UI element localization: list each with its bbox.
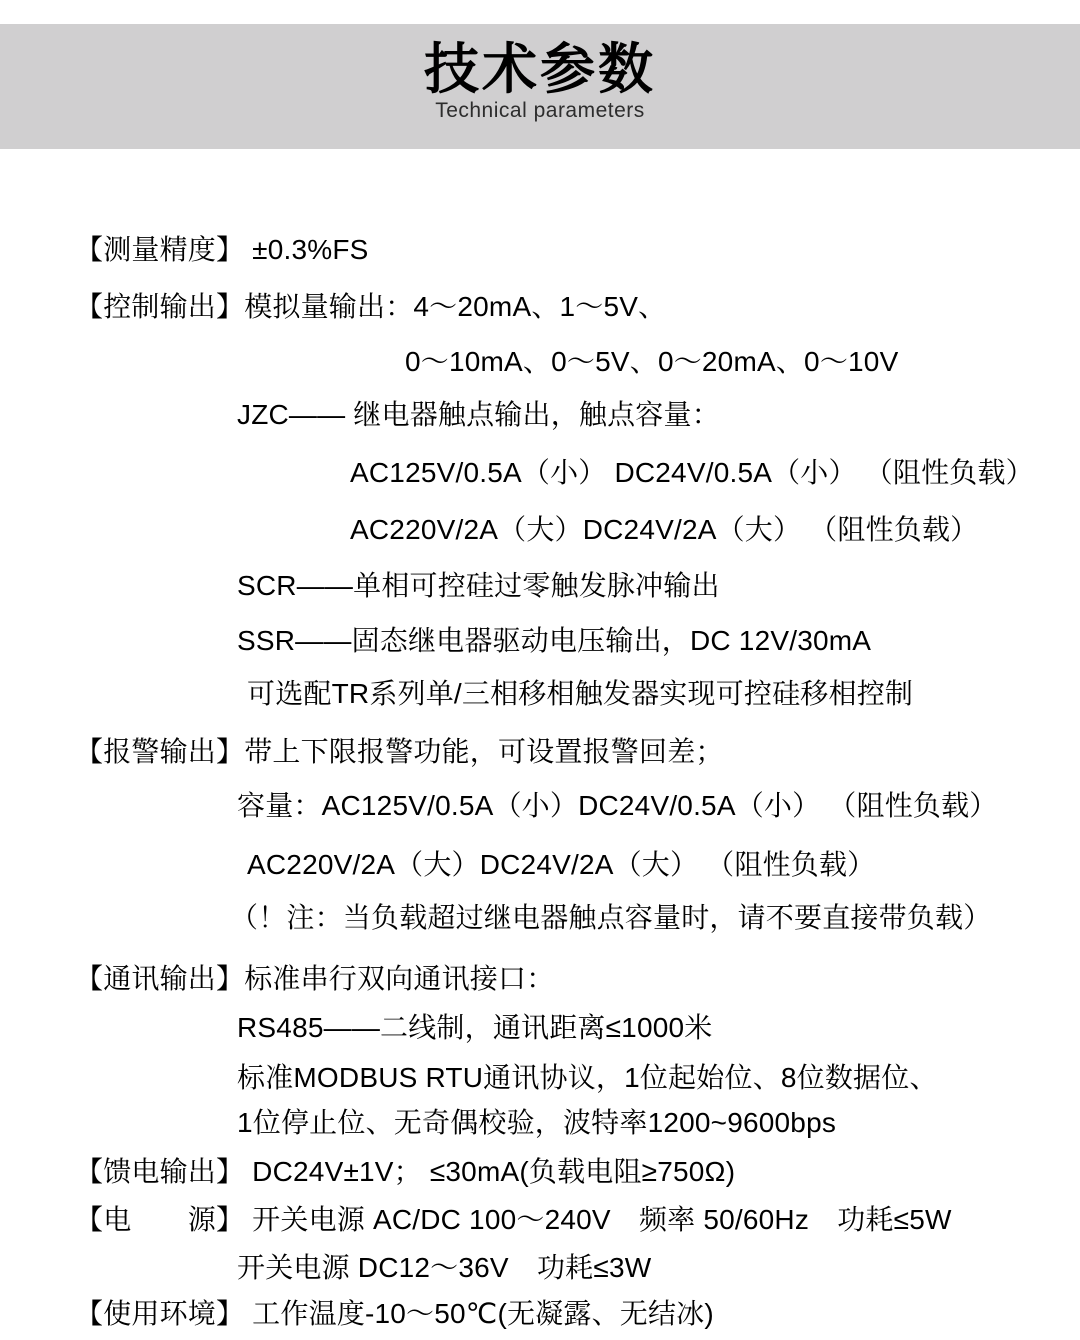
- page-subtitle: Technical parameters: [435, 99, 645, 122]
- spec-line-jzc-relay: JZC—— 继电器触点输出，触点容量：: [237, 399, 720, 430]
- spec-line-modbus: 标准MODBUS RTU通讯协议，1位起始位、8位数据位、: [237, 1062, 938, 1093]
- spec-line-alarm-capacity-small: 容量：AC125V/0.5A（小）DC24V/0.5A（小） （阻性负载）: [237, 790, 998, 821]
- spec-line-alarm-note: （！注：当负载超过继电器触点容量时，请不要直接带负载）: [230, 902, 992, 933]
- spec-line-alarm-capacity-large: AC220V/2A（大）DC24V/2A（大） （阻性负载）: [247, 849, 876, 880]
- spec-line-rs485: RS485——二线制，通讯距离≤1000米: [237, 1012, 713, 1043]
- spec-line-measure-accuracy: 【测量精度】 ±0.3%FS: [75, 234, 369, 265]
- spec-line-power-supply-dc: 开关电源 DC12～36V 功耗≤3W: [237, 1252, 652, 1283]
- spec-line-feed-output: 【馈电输出】 DC24V±1V； ≤30mA(负载电阻≥750Ω): [75, 1156, 736, 1187]
- spec-line-tr-option: 可选配TR系列单/三相移相触发器实现可控硅移相控制: [247, 678, 914, 709]
- spec-line-relay-capacity-small: AC125V/0.5A（小） DC24V/0.5A（小） （阻性负载）: [350, 457, 1034, 488]
- spec-line-scr-output: SCR——单相可控硅过零触发脉冲输出: [237, 570, 720, 601]
- spec-line-baudrate: 1位停止位、无奇偶校验，波特率1200~9600bps: [237, 1107, 837, 1138]
- spec-line-comm-output: 【通讯输出】标准串行双向通讯接口：: [75, 963, 555, 994]
- spec-line-environment: 【使用环境】 工作温度-10～50℃(无凝露、无结冰): [75, 1298, 714, 1329]
- spec-line-control-output: 【控制输出】模拟量输出：4～20mA、1～5V、: [75, 291, 667, 322]
- spec-line-ssr-output: SSR——固态继电器驱动电压输出，DC 12V/30mA: [237, 625, 872, 656]
- spec-line-analog-ranges: 0～10mA、0～5V、0～20mA、0～10V: [405, 346, 899, 377]
- spec-line-relay-capacity-large: AC220V/2A（大）DC24V/2A（大） （阻性负载）: [350, 514, 979, 545]
- spec-line-alarm-output: 【报警输出】带上下限报警功能，可设置报警回差；: [75, 736, 724, 767]
- page-title: 技术参数: [423, 38, 656, 100]
- title-band: [0, 24, 1080, 149]
- spec-line-power-supply: 【电 源】 开关电源 AC/DC 100～240V 频率 50/60Hz 功耗≤5W: [75, 1204, 952, 1235]
